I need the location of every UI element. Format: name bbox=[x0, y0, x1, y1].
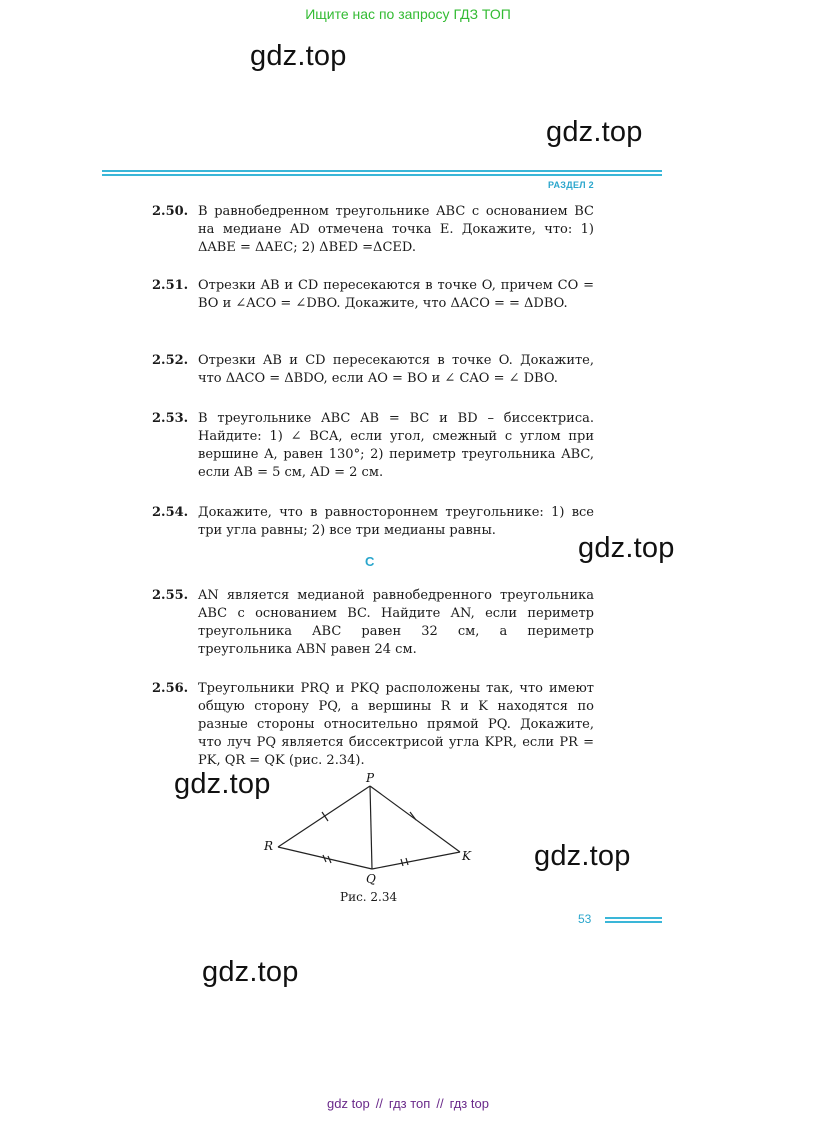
triangle-figure bbox=[258, 768, 478, 888]
problem-2-52 bbox=[152, 352, 594, 388]
problem-number: 2.55. bbox=[152, 588, 189, 603]
figure-caption: Рис. 2.34 bbox=[340, 890, 398, 904]
problem-number: 2.50. bbox=[152, 204, 189, 219]
level-c-heading: C bbox=[365, 554, 375, 569]
watermark: gdz.top bbox=[202, 956, 299, 988]
problem-number: 2.52. bbox=[152, 353, 189, 368]
footer-rule bbox=[605, 917, 662, 924]
section-label: РАЗДЕЛ 2 bbox=[548, 180, 594, 190]
footer-link-gdz-top[interactable]: gdz top bbox=[327, 1096, 370, 1111]
problem-number: 2.51. bbox=[152, 278, 189, 293]
segment-pr bbox=[278, 786, 370, 847]
problem-2-50 bbox=[152, 203, 594, 257]
watermark: gdz.top bbox=[250, 40, 347, 72]
problem-text: Докажите, что в равностороннем треугольнике: 1) все три угла равны; 2) все три медианы равны. bbox=[198, 505, 594, 538]
problem-text: В треугольнике ABC AB = BC и BD – биссектриса. Найдите: 1) ∠ BCA, если угол, смежный с углом при вершине A, равен 130°; 2) периметр треугольника ABC, если AB = 5 см, AD = 2 см. bbox=[198, 411, 594, 480]
label-p: P bbox=[366, 771, 375, 785]
problem-2-55 bbox=[152, 587, 594, 659]
footer-links bbox=[0, 1096, 816, 1111]
watermark: gdz.top bbox=[534, 840, 631, 872]
problem-text: Треугольники PRQ и PKQ расположены так, что имеют общую сторону PQ, а вершины R и K находятся по разные стороны относительно прямой PQ. Докажите, что луч PQ является биссектрисой угла KPR, если PR = PK, QR = QK (рис. 2.34). bbox=[198, 681, 594, 768]
segment-rq bbox=[278, 847, 372, 869]
label-q: Q bbox=[366, 872, 376, 886]
segment-qk bbox=[372, 852, 460, 869]
problem-2-53 bbox=[152, 410, 594, 482]
label-r: R bbox=[264, 839, 274, 853]
footer-link-gdz-top-mixed[interactable]: гдз top bbox=[449, 1096, 489, 1111]
watermark: gdz.top bbox=[578, 532, 675, 564]
tick-pr bbox=[322, 812, 328, 821]
top-banner[interactable]: Ищите нас по запросу ГДЗ ТОП bbox=[305, 6, 511, 22]
watermark: gdz.top bbox=[174, 768, 271, 800]
problem-text: AN является медианой равнобедренного треугольника ABC с основанием BC. Найдите AN, если периметр треугольника ABC равен 32 см, а периметр треугольника ABN равен 24 см. bbox=[198, 588, 594, 657]
problem-text: В равнобедренном треугольнике ABC с основанием BC на медиане AD отмечена точка E. Докажите, что: 1) ΔABE = ΔAEC; 2) ΔBED =ΔCED. bbox=[198, 204, 594, 255]
footer-separator: // bbox=[375, 1096, 383, 1111]
problem-text: Отрезки AB и CD пересекаются в точке O, причем CO = BO и ∠ACO = ∠DBO. Докажите, что ΔACO = = ΔDBO. bbox=[198, 278, 594, 311]
problem-2-51 bbox=[152, 277, 594, 313]
problem-number: 2.53. bbox=[152, 411, 189, 426]
problem-text: Отрезки AB и CD пересекаются в точке O. Докажите, что ΔACO = ΔBDO, если AO = BO и ∠ CAO = ∠ DBO. bbox=[198, 353, 594, 386]
label-k: K bbox=[462, 849, 471, 863]
problem-number: 2.54. bbox=[152, 505, 189, 520]
segment-pq bbox=[370, 786, 372, 869]
footer-separator: // bbox=[436, 1096, 444, 1111]
footer-link-gdz-top-ru[interactable]: гдз топ bbox=[388, 1096, 431, 1111]
problem-2-54 bbox=[152, 504, 594, 540]
header-rule bbox=[102, 170, 662, 177]
watermark: gdz.top bbox=[546, 116, 643, 148]
problem-2-56 bbox=[152, 680, 594, 770]
problem-number: 2.56. bbox=[152, 681, 189, 696]
page-number: 53 bbox=[578, 912, 592, 926]
